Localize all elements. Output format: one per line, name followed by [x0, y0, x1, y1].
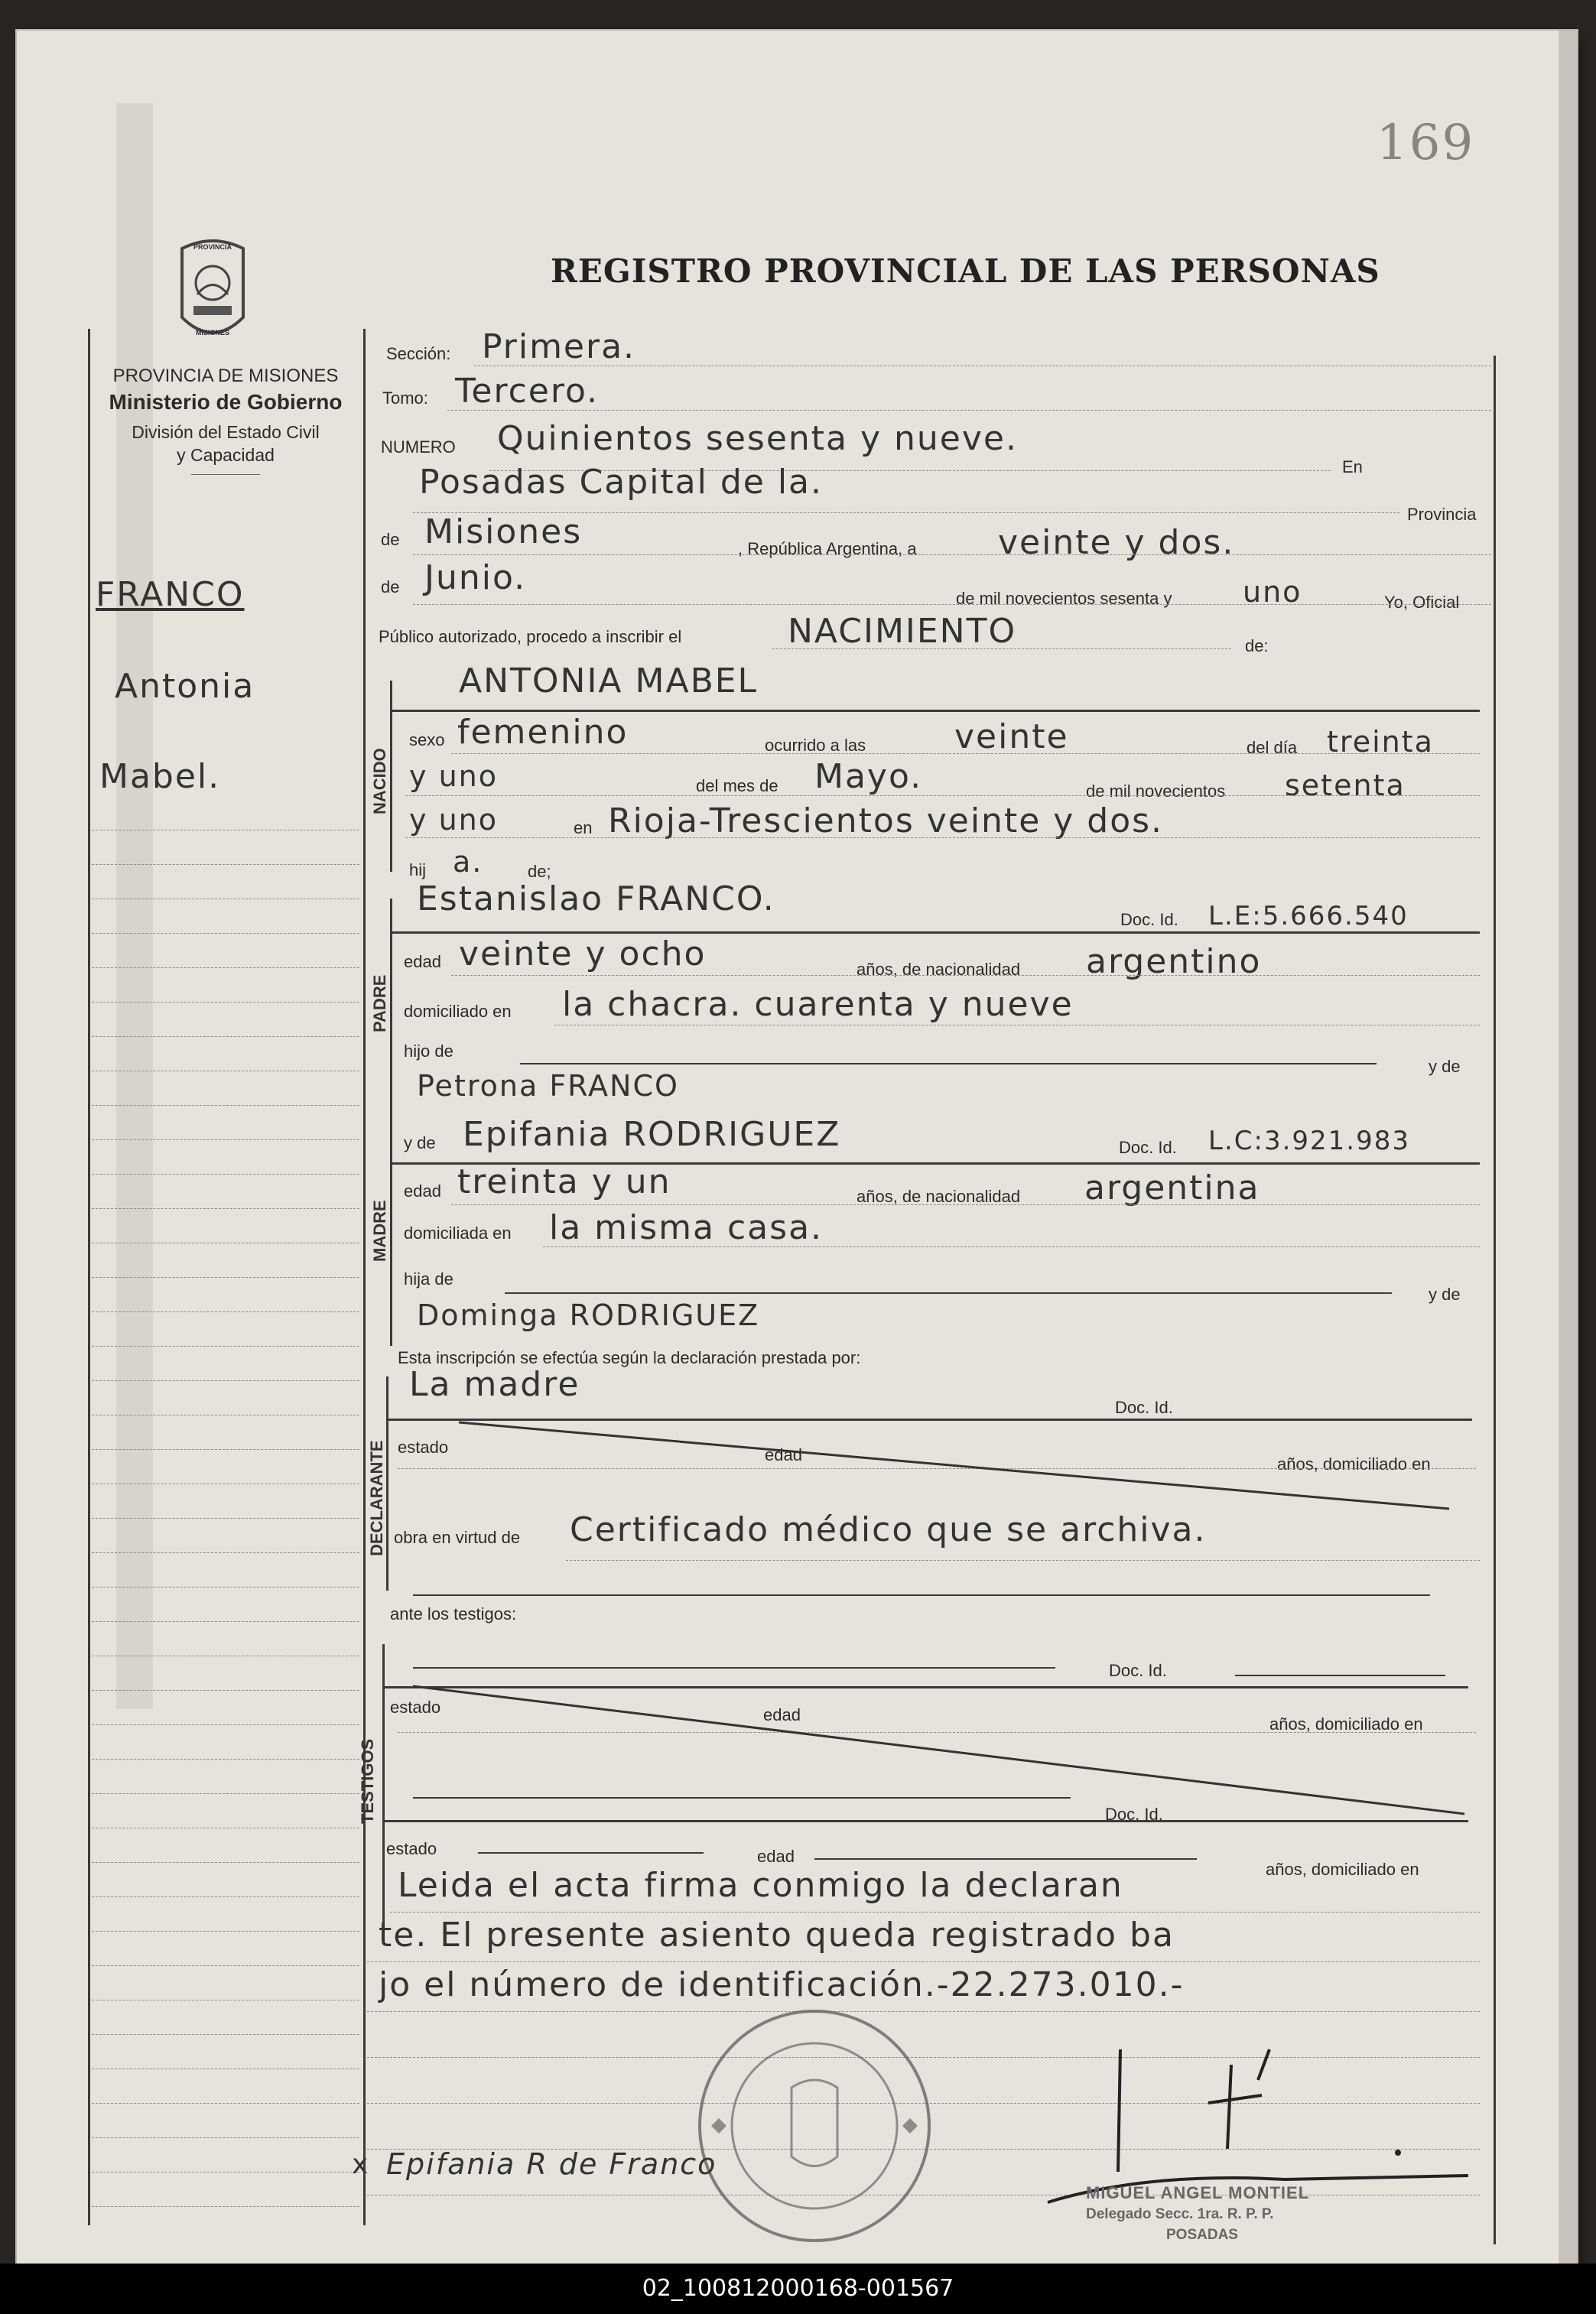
section-label-declarante: DECLARANTE [367, 1440, 386, 1556]
field-abuela-materna: Dominga RODRIGUEZ [417, 1298, 760, 1332]
label-padre-dom: domiciliado en [404, 1002, 512, 1021]
label-testigo-2-estado: estado [386, 1839, 437, 1858]
line-madre-dom [543, 1246, 1480, 1247]
official-name: MIGUEL ANGEL MONTIEL [1086, 2183, 1310, 2202]
field-acto: NACIMIENTO [788, 612, 1017, 651]
label-mil-nov2: de mil novecientos [1086, 782, 1226, 801]
label-de: de [381, 530, 400, 549]
declarant-x-mark: x [352, 2149, 369, 2180]
margin-second-name: Mabel. [99, 757, 221, 796]
label-en: En [1342, 457, 1363, 476]
line-obra [566, 1560, 1480, 1561]
label-tomo: Tomo: [382, 388, 428, 408]
field-dia-cont: y uno [409, 759, 498, 793]
header-ministry: Ministerio de Gobierno [109, 390, 343, 414]
label-y-de: y de [1429, 1057, 1461, 1076]
declarante-strike-mark [459, 1419, 1453, 1510]
header-province: PROVINCIA DE MISIONES [112, 366, 339, 386]
rule-testigo-2-edad [814, 1858, 1197, 1860]
field-hij-suffix: a. [453, 845, 483, 879]
emblem-top-text: PROVINCIA [193, 243, 232, 251]
field-padre-nac: argentino [1086, 942, 1262, 981]
label-ante: ante los testigos: [390, 1604, 517, 1623]
line-sexo [451, 753, 1480, 754]
label-y-de3: y de [1429, 1285, 1461, 1304]
field-fecha-mes: Junio. [424, 558, 527, 597]
field-dia: treinta [1327, 725, 1434, 759]
madre-border [390, 1124, 392, 1346]
header-divider [191, 474, 260, 475]
page-number: 169 [1377, 115, 1475, 171]
page-shadow [1559, 31, 1577, 2264]
label-madre-doc: Doc. Id. [1119, 1138, 1177, 1157]
image-id-footer: 02_100812000168-001567 [0, 2264, 1596, 2314]
label-padre-doc: Doc. Id. [1120, 910, 1178, 929]
header-division-1: División del Estado Civil [132, 422, 320, 442]
testigos-strike-mark [413, 1682, 1468, 1816]
margin-divider [363, 329, 366, 2225]
field-madre-nombre: Epifania RODRIGUEZ [463, 1115, 841, 1154]
line-acto [772, 648, 1231, 649]
field-madre-nac: argentina [1084, 1168, 1260, 1207]
header-division-2: y Capacidad [177, 445, 275, 465]
label-sexo: sexo [409, 730, 445, 749]
rule-hijo-de [520, 1063, 1377, 1064]
field-madre-dom: la misma casa. [549, 1208, 824, 1247]
field-obra: Certificado médico que se archiva. [570, 1510, 1207, 1549]
field-hora: veinte [954, 717, 1069, 756]
rule-padre [390, 931, 1480, 934]
section-label-testigos: TESTIGOS [358, 1738, 377, 1824]
page-title: REGISTRO PROVINCIAL DE LAS PERSONAS [551, 252, 1380, 290]
line-fecha [413, 604, 1491, 605]
label-testigo-1-estado: estado [390, 1698, 441, 1717]
line-lugar-nac [405, 837, 1480, 838]
label-inscripcion: Esta inscripción se efectúa según la declaración prestada por: [398, 1348, 861, 1367]
field-abuela-paterna: Petrona FRANCO [417, 1069, 679, 1103]
line-note-2 [367, 1961, 1480, 1962]
label-de2: de [381, 577, 400, 596]
label-padre-nac: años, de nacionalidad [857, 960, 1021, 979]
field-mes: Mayo. [814, 757, 923, 796]
label-testigo-2-edad: edad [757, 1847, 795, 1866]
label-testigo-1-anos: años, domiciliado en [1269, 1714, 1423, 1734]
label-y-de2: y de [404, 1133, 436, 1152]
rule-testigo-1-doc [1235, 1675, 1445, 1676]
field-madre-doc: L.C:3.921.983 [1208, 1126, 1410, 1156]
field-sexo: femenino [457, 713, 629, 752]
left-margin-border [88, 329, 90, 2225]
label-republica: , República Argentina, a [738, 539, 917, 558]
line-note-1 [390, 1912, 1480, 1913]
rule-testigos-2 [382, 1820, 1468, 1822]
rule-hija-de [505, 1292, 1392, 1294]
section-label-nacido: NACIDO [370, 748, 389, 814]
label-de3: de: [1245, 636, 1269, 655]
label-padre-edad: edad [404, 952, 441, 971]
field-declarante: La madre [409, 1365, 580, 1404]
field-lugar: Posadas Capital de la. [419, 463, 823, 502]
label-madre-dom: domiciliada en [404, 1224, 512, 1243]
field-numero: Quinientos sesenta y nueve. [497, 419, 1018, 458]
rule-testigo-2-name [413, 1797, 1071, 1799]
label-obra: obra en virtud de [394, 1528, 521, 1547]
margin-first-name: Antonia [115, 667, 255, 706]
label-hij: hij [409, 860, 427, 879]
field-anio: setenta [1285, 769, 1406, 802]
label-mil-nov: de mil novecientos sesenta y [956, 589, 1172, 608]
label-publico: Público autorizado, procedo a inscribir el [379, 627, 682, 646]
field-provincia: Misiones [424, 512, 583, 551]
label-del-dia: del día [1247, 738, 1298, 757]
rule-obra-2 [413, 1594, 1430, 1596]
label-provincia: Provincia [1407, 505, 1477, 524]
label-en2: en [574, 818, 593, 837]
line-provincia [413, 554, 1491, 555]
field-nombre: ANTONIA MABEL [459, 661, 759, 700]
field-padre-doc: L.E:5.666.540 [1208, 901, 1409, 931]
field-lugar-nac: Rioja-Trescientos veinte y dos. [608, 801, 1164, 840]
field-seccion: Primera. [482, 327, 636, 366]
note-line-1: Leida el acta firma conmigo la declaran [398, 1866, 1123, 1905]
rule-nombre [390, 710, 1480, 712]
label-testigo-1-doc: Doc. Id. [1109, 1661, 1167, 1680]
emblem-bottom-text: MISIONES [195, 329, 229, 336]
label-yo-oficial: Yo, Oficial [1384, 593, 1460, 612]
label-declarante-estado: estado [398, 1438, 449, 1457]
field-tomo: Tercero. [455, 372, 600, 411]
field-padre-dom: la chacra. cuarenta y nueve [562, 985, 1074, 1024]
margin-surname: FRANCO [96, 575, 245, 614]
label-ocurrido: ocurrido a las [765, 736, 866, 755]
note-line-3: jo el número de identificación.-22.273.010.- [379, 1965, 1185, 2004]
line-madre-edad [451, 1204, 1480, 1205]
label-de4: de; [528, 862, 551, 881]
note-line-2: te. El presente asiento queda registrado ba [379, 1916, 1175, 1955]
section-label-madre: MADRE [370, 1200, 389, 1262]
label-madre-nac: años, de nacionalidad [857, 1187, 1021, 1206]
label-declarante-doc: Doc. Id. [1115, 1398, 1173, 1417]
field-madre-edad: treinta y un [457, 1162, 671, 1201]
official-city: POSADAS [1166, 2227, 1238, 2243]
label-numero: NUMERO [381, 437, 456, 457]
rule-testigo-2-estado [478, 1852, 704, 1854]
right-border [1494, 356, 1496, 2244]
label-hijo-de: hijo de [404, 1042, 453, 1061]
field-padre-nombre: Estanislao FRANCO. [417, 879, 775, 918]
field-anio-cont: y uno [409, 803, 498, 837]
registry-seal-stamp-icon [692, 2004, 937, 2248]
label-hija-de: hija de [404, 1269, 453, 1289]
line-tomo [447, 410, 1491, 411]
rule-testigo-1-name [413, 1667, 1055, 1669]
line-mes [405, 795, 1480, 796]
label-del-mes: del mes de [696, 776, 778, 795]
line-padre-edad [451, 975, 1480, 976]
label-declarante-edad: edad [765, 1445, 802, 1464]
signature-declarante: Epifania R de Franco [386, 2147, 717, 2181]
field-fecha-anio: uno [1243, 575, 1302, 609]
label-testigo-2-anos: años, domiciliado en [1266, 1860, 1419, 1879]
field-padre-edad: veinte y ocho [459, 934, 707, 973]
label-testigo-1-edad: edad [763, 1705, 801, 1724]
official-title: Delegado Secc. 1ra. R. P. P. [1086, 2206, 1274, 2222]
label-seccion: Sección: [386, 344, 451, 363]
label-madre-edad: edad [404, 1181, 441, 1201]
label-testigo-2-doc: Doc. Id. [1105, 1805, 1163, 1824]
page-edge-strip [116, 103, 153, 1709]
field-fecha-dia: veinte y dos. [998, 523, 1235, 562]
section-label-padre: PADRE [370, 974, 389, 1032]
label-declarante-anos: años, domiciliado en [1277, 1454, 1431, 1474]
